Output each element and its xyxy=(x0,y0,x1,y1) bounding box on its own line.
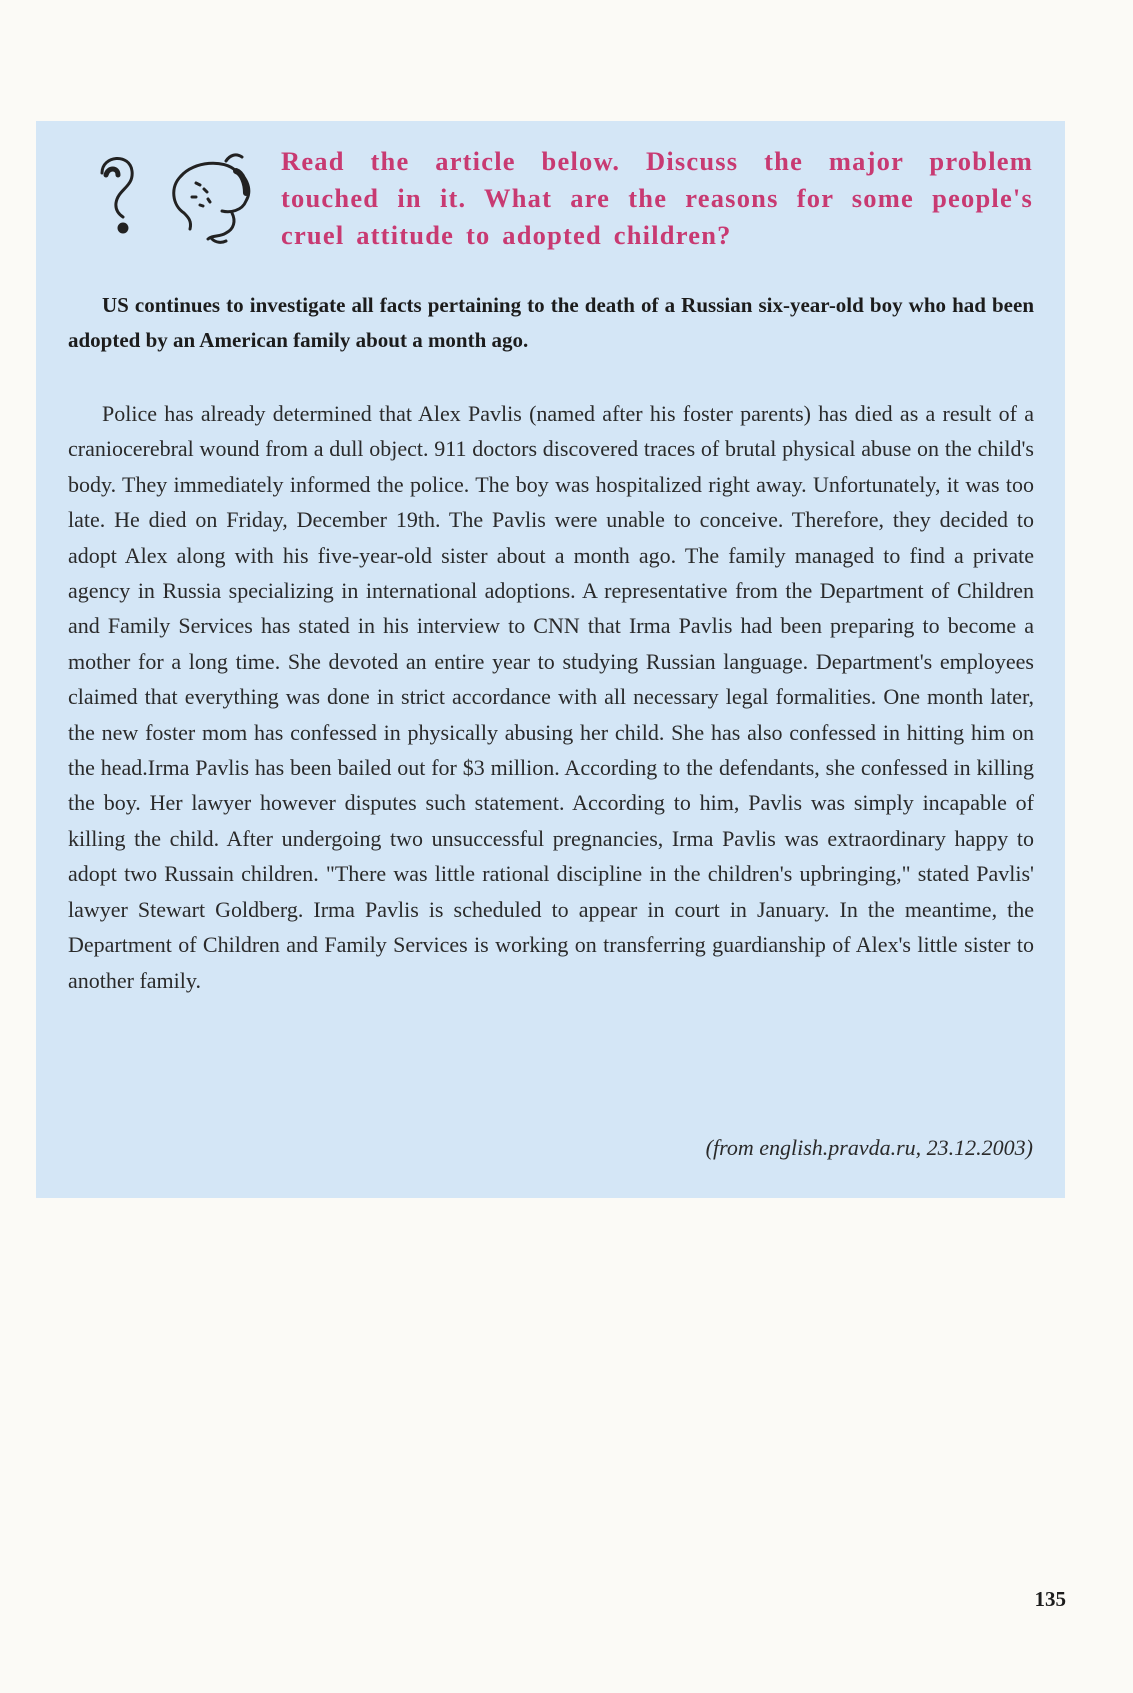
article-source: (from english.pravda.ru, 23.12.2003) xyxy=(705,1135,1033,1160)
article-lead: US continues to investigate all facts pertaining to the death of a Russian six-year-old boy who had been adopted by an American family about a month ago. xyxy=(68,293,1034,352)
task-prompt: Read the article below. Discuss the major problem touched in it. What are the reasons for some people's cruel attitude to adopted children? xyxy=(281,146,1033,250)
article-panel xyxy=(36,121,1065,1198)
page-number: 135 xyxy=(1034,1587,1066,1611)
question-thinking-icon xyxy=(96,143,286,253)
article-body: Police has already determined that Alex Pavlis (named after his foster parents) has died as a result of a craniocerebral wound from a dull object. 911 doctors discovered traces of brutal physical abuse on the child's body. They immediately informed the police. The boy was hospitalized right away. Unfortunately, it was too late. He died on Friday, December 19th. The Pavlis were unable to conceive. Therefore, they decided to adopt Alex along with his five-year-old sister about a month ago. The family managed to find a private agency in Russia specializing in international adoptions. A representative from the Department of Children and Family Services has stated in his interview to CNN that Irma Pavlis had been preparing to become a mother for a long time. She devoted an entire year to studying Russian language. Department's employees claimed that everything was done in strict accordance with all necessary legal formalities. One month later, the new foster mom has confessed in physically abusing her child. She has also confessed in hitting him on the head.Irma Pavlis has been bailed out for $3 million. According to the defendants, she confessed in killing the boy. Her lawyer however disputes such statement. According to him, Pavlis was simply incapable of killing the child. After undergoing two unsuccessful pregnancies, Irma Pavlis was extraordinary happy to adopt two Russain children. "There was little rational discipline in the children's upbringing," stated Pavlis' lawyer Stewart Goldberg. Irma Pavlis is scheduled to appear in court in January. In the meantime, the Department of Children and Family Services is working on transferring guardianship of Alex's little sister to another family. xyxy=(68,401,1034,993)
